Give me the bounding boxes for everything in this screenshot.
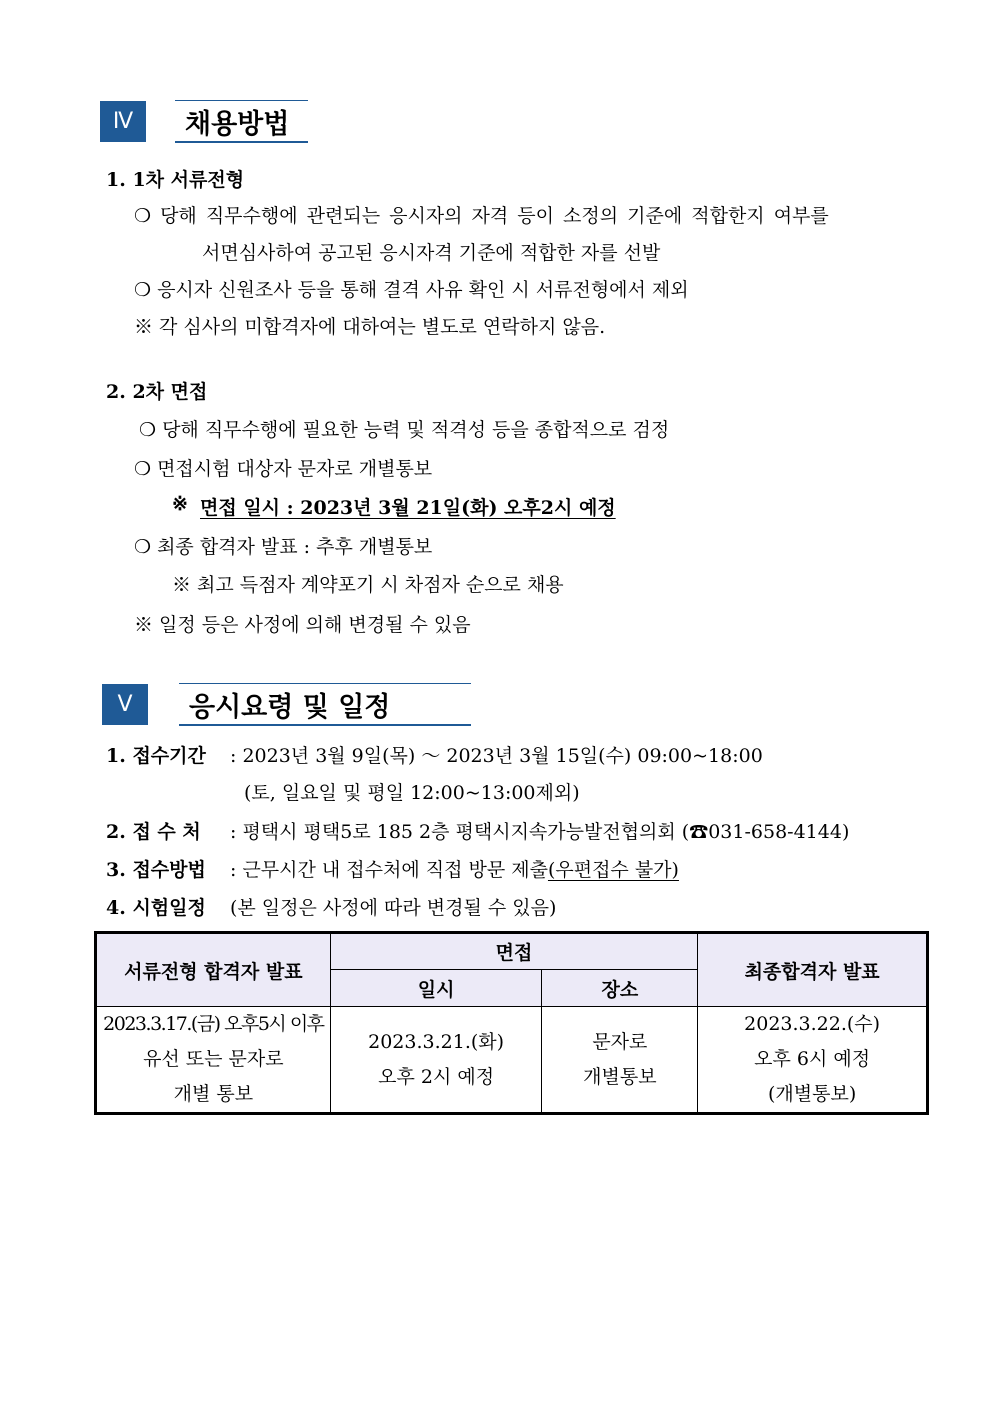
cell-final-result-line-1: 2023.3.22.(수) [744, 1013, 881, 1035]
cell-interview-place [542, 1007, 698, 1114]
cell-document-result-line-3: 개별 통보 [173, 1083, 254, 1105]
item-2-line-7: ※ 일정 등은 사정에 의해 변경될 수 있음 [134, 614, 471, 636]
item-2-heading: 2. 2차 면접 [106, 381, 208, 403]
cell-interview-place-line-2: 개별통보 [583, 1065, 657, 1088]
reception-period-note: (토, 일요일 및 평일 12:00~13:00제외) [244, 782, 580, 804]
reception-period-text: : 2023년 3월 9일(목) ～ 2023년 3월 15일(수) 09:00~18:00 [230, 745, 763, 767]
cell-final-result-line-2: 오후 6시 예정 [754, 1048, 871, 1070]
section-5-title: 응시요령 및 일정 [179, 683, 471, 726]
reception-method-note: (우편접수 불가) [547, 859, 679, 881]
item-2-line-2: ❍ 면접시험 대상자 문자로 개별통보 [134, 458, 433, 480]
reception-place-text: : 평택시 평택5로 185 2층 평택시지속가능발전협의회 (☎031-658-4144) [230, 821, 850, 843]
interview-date-note: 면접 일시 : 2023년 3월 21일(화) 오후2시 예정 [200, 497, 616, 519]
item-1-line-2: 서면심사하여 공고된 응시자격 기준에 적합한 자를 선발 [202, 242, 661, 264]
item-1-heading: 1. 1차 서류전형 [106, 169, 245, 191]
header-interview-date: 일시 [330, 970, 542, 1007]
item-1-line-3: ❍ 응시자 신원조사 등을 통해 결격 사유 확인 시 서류전형에서 제외 [134, 279, 689, 301]
header-interview: 면접 [330, 933, 698, 970]
cell-interview-date [330, 1007, 542, 1114]
item-2-line-6: ※ 최고 득점자 계약포기 시 차점자 순으로 채용 [172, 574, 564, 596]
schedule-table [94, 931, 929, 1115]
cell-interview-date-line-2: 오후 2시 예정 [378, 1065, 495, 1088]
section-4-numeral: Ⅳ [100, 101, 146, 142]
item-1-line-1: ❍ 당해 직무수행에 관련되는 응시자의 자격 등이 소정의 기준에 적합한지 여부를 [134, 205, 829, 227]
reception-method-text: : 근무시간 내 접수처에 직접 방문 제출 [230, 859, 548, 881]
reception-method [230, 855, 679, 882]
section-5-numeral: Ⅴ [102, 684, 148, 725]
header-final-result: 최종합격자 발표 [698, 933, 928, 1007]
item-1-line-4: ※ 각 심사의 미합격자에 대하여는 별도로 연락하지 않음. [134, 316, 606, 338]
header-interview-place: 장소 [542, 970, 698, 1007]
item-2-line-5: ❍ 최종 합격자 발표 : 추후 개별통보 [134, 536, 433, 558]
reception-period-label: 1. 접수기간 [106, 745, 206, 767]
reference-mark: ※ [172, 493, 188, 515]
cell-final-result [698, 1007, 928, 1114]
exam-schedule-label: 4. 시험일정 [106, 897, 206, 919]
cell-interview-place-line-1: 문자로 [592, 1030, 648, 1053]
cell-document-result-line-2: 유선 또는 문자로 [143, 1048, 284, 1070]
exam-schedule-note: (본 일정은 사정에 따라 변경될 수 있음) [230, 897, 557, 919]
section-4-title: 채용방법 [175, 100, 308, 143]
cell-document-result-line-1: 2023.3.17.(금) 오후5시 이후 [103, 1013, 324, 1035]
cell-interview-date-line-1: 2023.3.21.(화) [368, 1030, 505, 1053]
item-2-line-1: ❍ 당해 직무수행에 필요한 능력 및 적격성 등을 종합적으로 검정 [139, 419, 670, 441]
cell-document-result [96, 1007, 331, 1114]
reception-method-label: 3. 접수방법 [106, 859, 206, 881]
header-document-result: 서류전형 합격자 발표 [96, 933, 331, 1007]
cell-final-result-line-3: (개별통보) [767, 1083, 857, 1105]
reception-place-label: 2. 접 수 처 [106, 821, 201, 843]
